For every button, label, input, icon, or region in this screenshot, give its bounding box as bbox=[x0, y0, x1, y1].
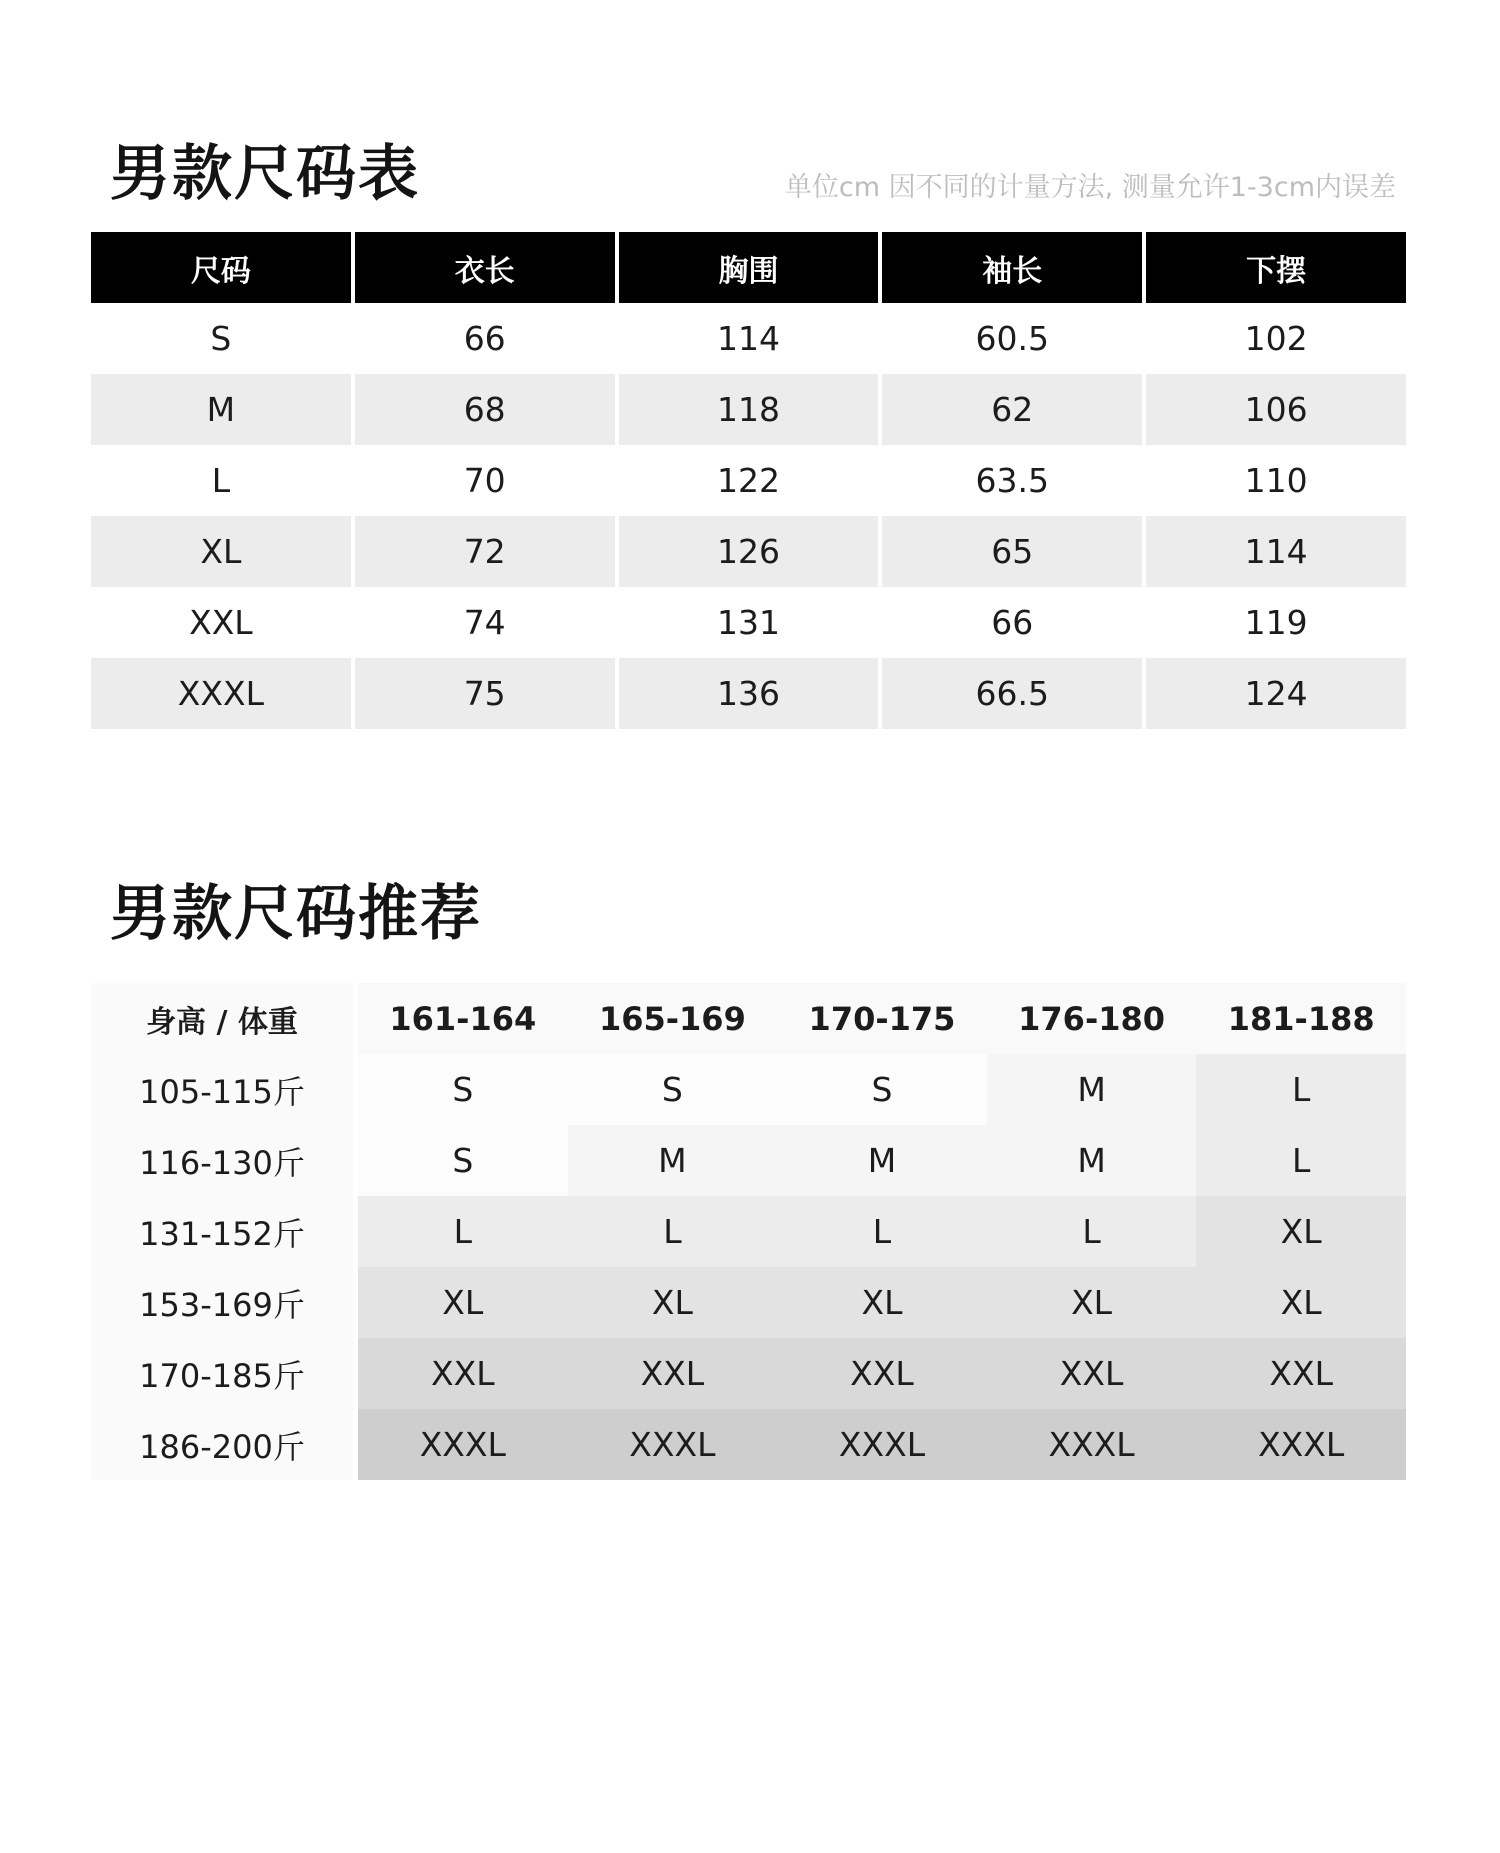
size-chart-cell: 131 bbox=[716, 603, 780, 642]
weight-range-label: 131-152斤 bbox=[91, 1196, 353, 1267]
recommended-size-cell: XXXL bbox=[568, 1409, 778, 1480]
weight-range-label: 170-185斤 bbox=[91, 1338, 353, 1409]
size-chart-cell: 60.5 bbox=[975, 319, 1050, 358]
recommended-size-cell: XL bbox=[568, 1267, 778, 1338]
size-chart-cell: XXL bbox=[189, 603, 253, 642]
recommended-size-cell: XL bbox=[358, 1267, 568, 1338]
size-chart-cell: 72 bbox=[355, 516, 615, 587]
size-chart-cell: 126 bbox=[619, 516, 879, 587]
size-chart-header-cell: 尺码 bbox=[91, 232, 351, 303]
size-chart-cell: XXXL bbox=[91, 658, 351, 729]
weight-range-label: 153-169斤 bbox=[91, 1267, 353, 1338]
recommended-size-cell: XXL bbox=[568, 1338, 778, 1409]
recommended-size-cell: S bbox=[568, 1054, 778, 1125]
size-chart-cell: 63.5 bbox=[975, 461, 1050, 500]
size-chart-cell: 70 bbox=[463, 461, 506, 500]
size-chart-cell: 66 bbox=[463, 319, 506, 358]
size-chart-header-cell: 下摆 bbox=[1146, 232, 1406, 303]
size-chart-cell: XL bbox=[91, 516, 351, 587]
height-weight-corner-label: 身高 / 体重 bbox=[91, 983, 353, 1054]
size-chart-cell: 119 bbox=[1244, 603, 1308, 642]
size-chart-cell: 74 bbox=[463, 603, 506, 642]
weight-range-label: 105-115斤 bbox=[91, 1054, 353, 1125]
size-recommendation-title: 男款尺码推荐 bbox=[110, 879, 482, 949]
recommended-size-cell: XL bbox=[1196, 1196, 1406, 1267]
recommended-size-cell: XL bbox=[777, 1267, 987, 1338]
recommended-size-cell: L bbox=[777, 1196, 987, 1267]
weight-range-label: 186-200斤 bbox=[91, 1409, 353, 1480]
recommended-size-cell: XL bbox=[1196, 1267, 1406, 1338]
recommendation-header-row bbox=[91, 983, 1406, 1054]
height-range-header: 165-169 bbox=[568, 983, 778, 1054]
size-chart-cell: 114 bbox=[1146, 516, 1406, 587]
size-chart-cell: 114 bbox=[716, 319, 780, 358]
recommended-size-cell: XXL bbox=[1196, 1338, 1406, 1409]
size-chart-cell: 136 bbox=[619, 658, 879, 729]
size-chart-cell: 68 bbox=[355, 374, 615, 445]
recommended-size-cell: M bbox=[568, 1125, 778, 1196]
recommended-size-cell: XXXL bbox=[777, 1409, 987, 1480]
size-chart-cell: 65 bbox=[882, 516, 1142, 587]
recommended-size-cell: S bbox=[358, 1054, 568, 1125]
height-range-header: 181-188 bbox=[1196, 983, 1406, 1054]
recommendation-row bbox=[91, 1267, 1406, 1338]
recommended-size-cell: L bbox=[987, 1196, 1197, 1267]
recommended-size-cell: XXXL bbox=[358, 1409, 568, 1480]
height-range-header: 176-180 bbox=[987, 983, 1197, 1054]
recommendation-row bbox=[91, 1125, 1406, 1196]
recommended-size-cell: XXXL bbox=[1196, 1409, 1406, 1480]
size-chart-table bbox=[91, 232, 1406, 729]
recommended-size-cell: S bbox=[358, 1125, 568, 1196]
size-chart-cell: 122 bbox=[716, 461, 780, 500]
size-chart-header-cell: 胸围 bbox=[619, 232, 879, 303]
size-chart-cell: 124 bbox=[1146, 658, 1406, 729]
recommendation-row bbox=[91, 1338, 1406, 1409]
size-chart-cell: 102 bbox=[1244, 319, 1308, 358]
recommended-size-cell: XXL bbox=[358, 1338, 568, 1409]
size-chart-cell: 62 bbox=[882, 374, 1142, 445]
weight-range-label: 116-130斤 bbox=[91, 1125, 353, 1196]
height-range-header: 170-175 bbox=[777, 983, 987, 1054]
size-chart-cell: 118 bbox=[619, 374, 879, 445]
recommended-size-cell: M bbox=[987, 1125, 1197, 1196]
size-chart-cell: S bbox=[210, 319, 232, 358]
recommended-size-cell: XL bbox=[987, 1267, 1197, 1338]
size-chart-cell: L bbox=[211, 461, 231, 500]
recommended-size-cell: L bbox=[1196, 1125, 1406, 1196]
size-chart-header-cell: 衣长 bbox=[355, 232, 615, 303]
size-chart-cell: 75 bbox=[355, 658, 615, 729]
recommended-size-cell: XXL bbox=[987, 1338, 1197, 1409]
size-chart-cell: 106 bbox=[1146, 374, 1406, 445]
recommended-size-cell: S bbox=[777, 1054, 987, 1125]
recommended-size-cell: L bbox=[568, 1196, 778, 1267]
size-chart-cell: 110 bbox=[1244, 461, 1308, 500]
measurement-note: 单位cm 因不同的计量方法, 测量允许1-3cm内误差 bbox=[784, 172, 1396, 203]
recommendation-row bbox=[91, 1409, 1406, 1480]
size-chart-title: 男款尺码表 bbox=[110, 139, 420, 209]
size-chart-cell: M bbox=[91, 374, 351, 445]
recommended-size-cell: M bbox=[987, 1054, 1197, 1125]
size-chart-cell: 66.5 bbox=[882, 658, 1142, 729]
recommended-size-cell: M bbox=[777, 1125, 987, 1196]
recommendation-row bbox=[91, 1054, 1406, 1125]
size-chart-cell: 66 bbox=[991, 603, 1034, 642]
height-range-header: 161-164 bbox=[358, 983, 568, 1054]
recommended-size-cell: L bbox=[358, 1196, 568, 1267]
size-chart-header-cell: 袖长 bbox=[882, 232, 1142, 303]
recommended-size-cell: L bbox=[1196, 1054, 1406, 1125]
recommended-size-cell: XXL bbox=[777, 1338, 987, 1409]
size-recommendation-table bbox=[91, 983, 1406, 1480]
recommended-size-cell: XXXL bbox=[987, 1409, 1197, 1480]
recommendation-row bbox=[91, 1196, 1406, 1267]
